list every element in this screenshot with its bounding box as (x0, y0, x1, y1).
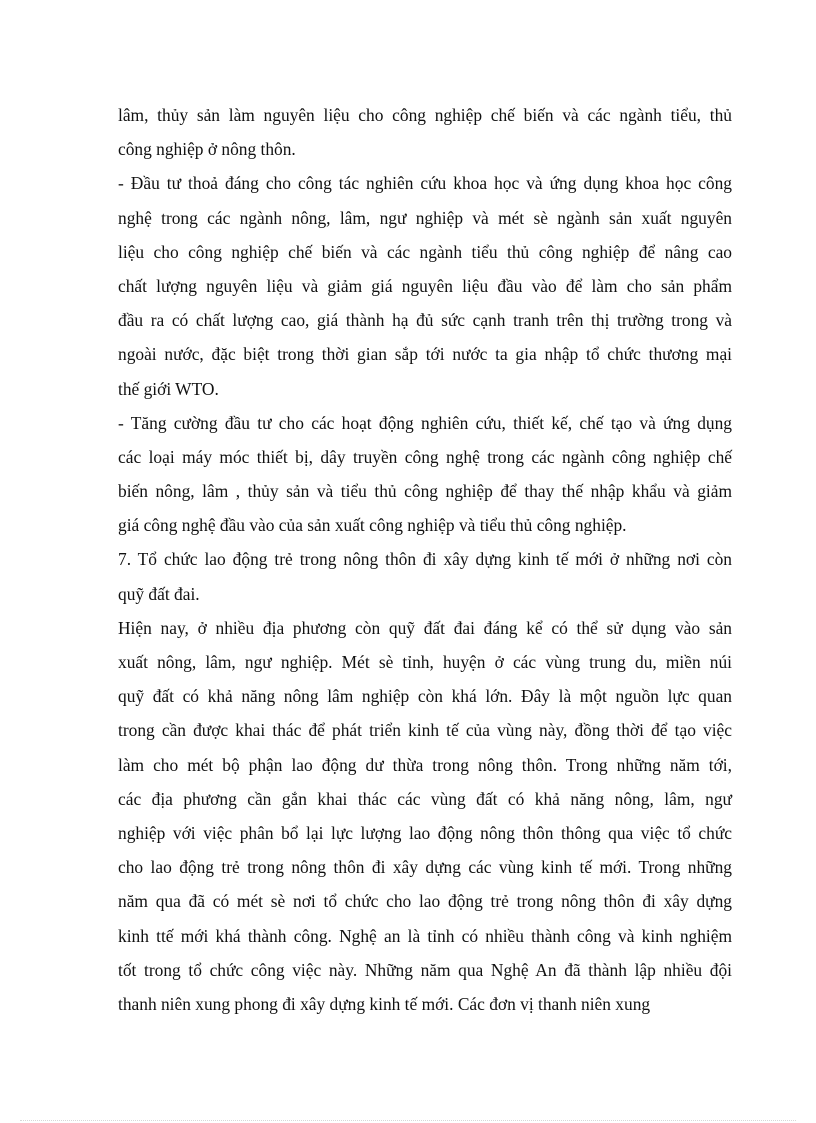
text-line: năm qua đã có mét sè nơi tổ chức cho lao động trẻ trong nông thôn đi xây dựng (118, 891, 732, 912)
text-line: ngoài nước, đặc biệt trong thời gian sắp tới nước ta gia nhập tổ chức thương mại (118, 344, 732, 365)
text-line: tốt trong tổ chức công việc này. Những năm qua Nghệ An đã thành lập nhiều đội (118, 959, 732, 980)
text-line: chất lượng nguyên liệu và giảm giá nguyên liệu đầu vào để làm cho sản phẩm (118, 275, 732, 296)
text-line: lâm, thủy sản làm nguyên liệu cho công nghiệp chế biến và các ngành tiểu, thủ (118, 105, 732, 125)
text-line: thanh niên xung phong đi xây dựng kinh tế mới. Các đơn vị thanh niên xung (118, 993, 651, 1014)
text-line: quỹ đất đai. (118, 583, 200, 604)
text-line: nghiệp với việc phân bổ lại lực lượng lao động nông thôn thông qua việc tổ chức (118, 822, 732, 843)
text-line: xuất nông, lâm, ngư nghiệp. Mét sè tỉnh, huyện ở các vùng trung du, miền núi (118, 652, 732, 672)
text-line: kinh ttế mới khá thành công. Nghệ an là tỉnh có nhiều thành công và kinh nghiệm (118, 925, 732, 946)
page-bottom-divider (20, 1120, 796, 1121)
text-line: - Đầu tư thoả đáng cho công tác nghiên cứu khoa học và ứng dụng khoa học công (118, 173, 732, 194)
text-line: làm cho mét bộ phận lao động dư thừa trong nông thôn. Trong những năm tới, (118, 754, 732, 775)
text-line: quỹ đất có khả năng nông lâm nghiệp còn khá lớn. Đây là một nguồn lực quan (118, 686, 732, 707)
text-line: 7. Tổ chức lao động trẻ trong nông thôn đi xây dựng kinh tế mới ở những nơi còn (118, 549, 732, 570)
text-line: đầu ra có chất lượng cao, giá thành hạ đủ sức cạnh tranh trên thị trường trong và (118, 310, 732, 331)
text-line: liệu cho công nghiệp chế biến và các ngành tiểu thủ công nghiệp để nâng cao (118, 241, 732, 262)
text-line: - Tăng cường đầu tư cho các hoạt động nghiên cứu, thiết kế, chế tạo và ứng dụng (118, 412, 732, 433)
text-line: thế giới WTO. (118, 378, 219, 399)
body-text (118, 98, 732, 1021)
text-line: công nghiệp ở nông thôn. (118, 139, 296, 160)
text-line: nghệ trong các ngành nông, lâm, ngư nghiệp và mét sè ngành sản xuất nguyên (118, 207, 732, 228)
text-line: biến nông, lâm , thủy sản và tiểu thủ công nghiệp để thay thế nhập khẩu và giảm (118, 481, 732, 502)
text-line: cho lao động trẻ trong nông thôn đi xây dựng các vùng kinh tế mới. Trong những (118, 857, 732, 878)
text-line: giá công nghệ đầu vào của sản xuất công nghiệp và tiểu thủ công nghiệp. (118, 515, 627, 536)
text-line: các loại máy móc thiết bị, dây truyền công nghệ trong các ngành công nghiệp chế (118, 446, 732, 467)
text-line: Hiện nay, ở nhiều địa phương còn quỹ đất đai đáng kể có thể sử dụng vào sản (118, 617, 732, 638)
text-line: trong cần được khai thác để phát triển kinh tế của vùng này, đồng thời để tạo việc (118, 720, 732, 741)
text-line: các địa phương cần gắn khai thác các vùng đất có khả năng nông, lâm, ngư (118, 788, 732, 809)
